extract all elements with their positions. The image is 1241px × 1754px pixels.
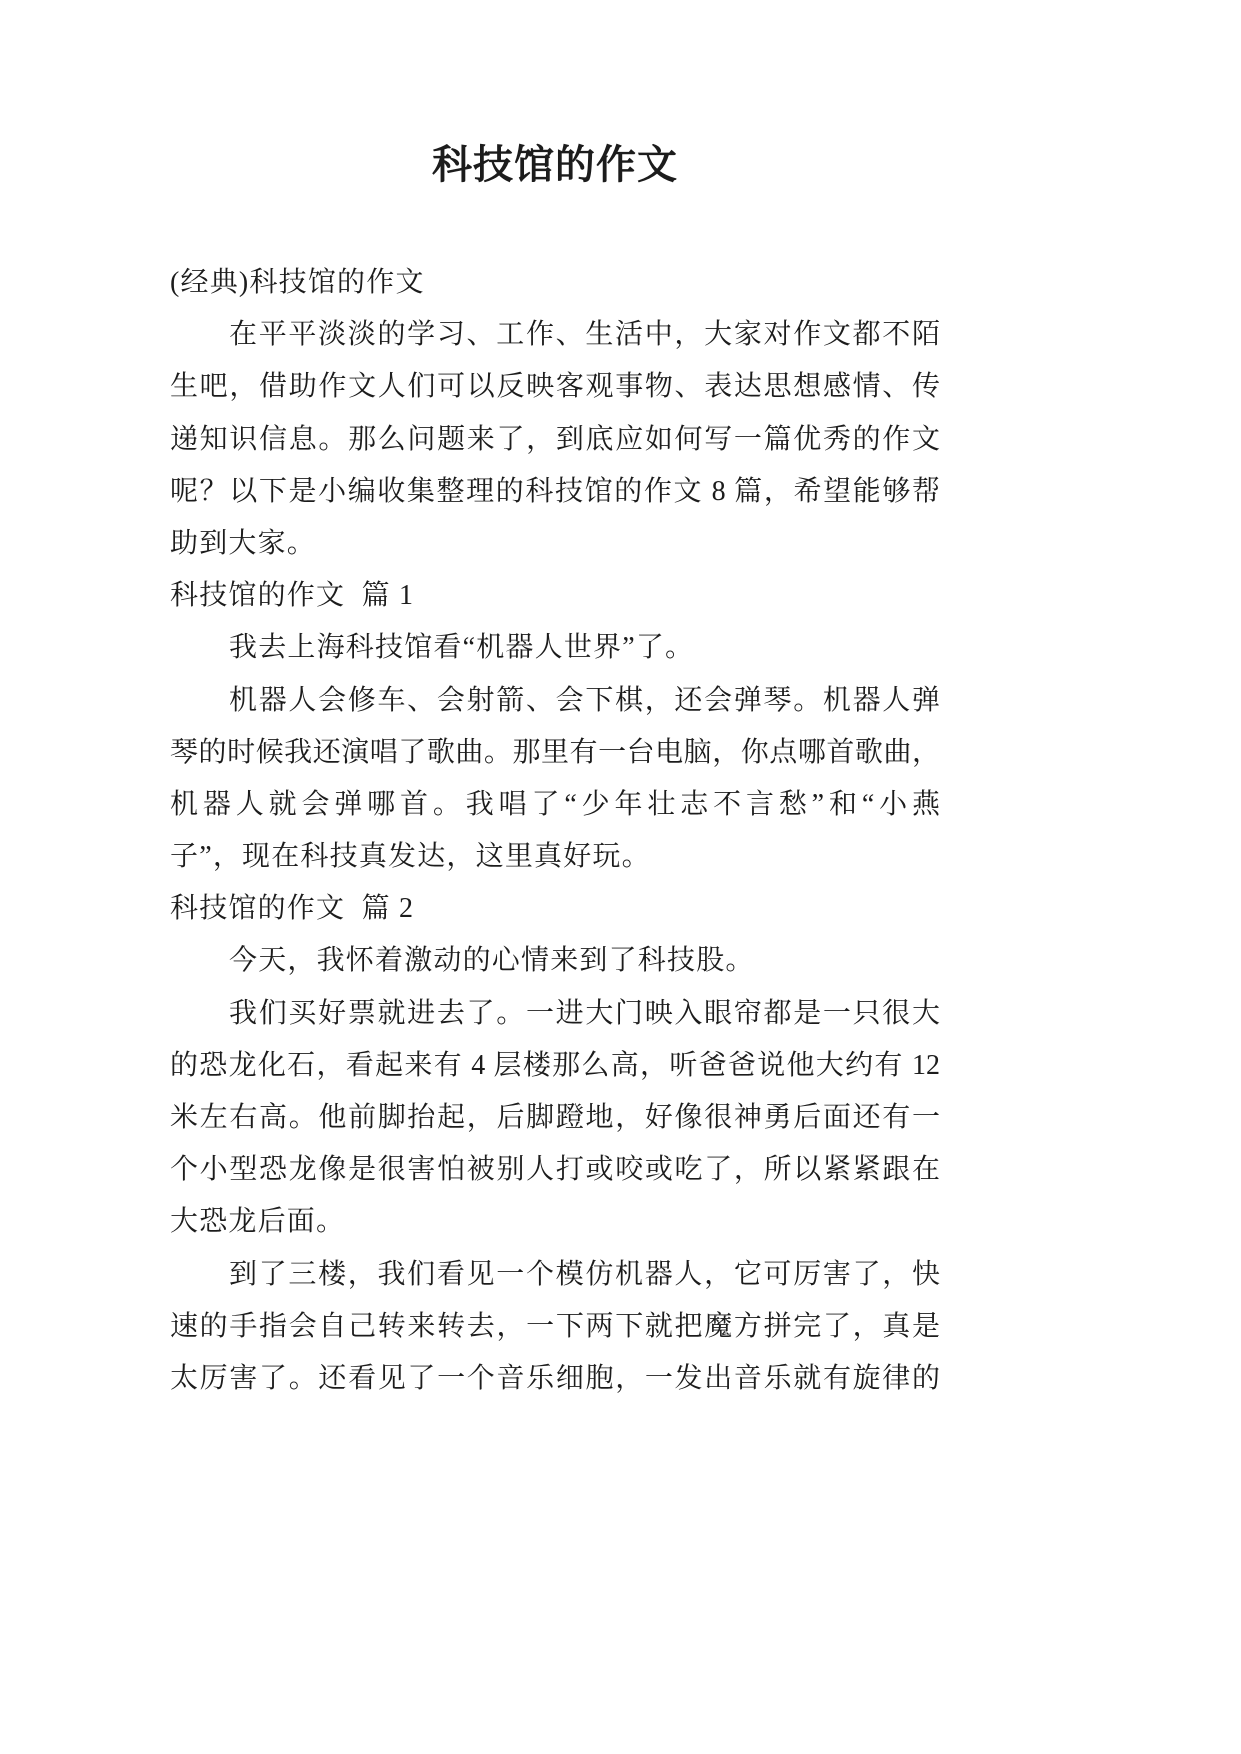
paragraph-line: 琴的时候我还演唱了歌曲。那里有一台电脑，你点哪首歌曲，	[170, 736, 940, 768]
paragraph-line: 速的手指会自己转来转去，一下两下就把魔方拼完了，真是	[170, 1310, 940, 1342]
section-1	[170, 570, 940, 883]
paragraph-line: 米左右高。他前脚抬起，后脚蹬地，好像很神勇后面还有一	[170, 1102, 940, 1133]
paragraph-line: 的恐龙化石，看起来有 4 层楼那么高，听爸爸说他大约有 12	[170, 1049, 940, 1081]
intro-paragraph	[170, 309, 940, 570]
section-paragraph	[170, 988, 940, 1249]
paragraph-line: 呢？以下是小编收集整理的科技馆的作文 8 篇，希望能够帮	[170, 475, 940, 507]
paragraph-line: 生吧，借助作文人们可以反映客观事物、表达思想感情、传	[170, 371, 940, 403]
paragraph-line: 在平平淡淡的学习、工作、生活中，大家对作文都不陌	[229, 319, 940, 351]
paragraph-line: 机器人会修车、会射箭、会下棋，还会弹琴。机器人弹	[229, 684, 940, 716]
paragraph-line: 我们买好票就进去了。一进大门映入眼帘都是一只很大	[229, 997, 940, 1029]
paragraph-line: 助到大家。	[170, 527, 317, 559]
document-body	[170, 257, 940, 1405]
paragraph-line: 机器人就会弹哪首。我唱了“少年壮志不言愁”和“小燕	[170, 788, 940, 820]
paragraph-line: 递知识信息。那么问题来了，到底应如何写一篇优秀的作文	[170, 423, 940, 455]
section-heading: 科技馆的作文 篇 2	[170, 893, 415, 925]
paragraph-line: 个小型恐龙像是很害怕被别人打或咬或吃了，所以紧紧跟在	[170, 1154, 940, 1186]
section-paragraph	[170, 622, 940, 674]
section-paragraph	[170, 675, 940, 884]
section-paragraph	[170, 935, 940, 987]
section-paragraph	[170, 1249, 940, 1406]
section-heading: 科技馆的作文 篇 1	[170, 580, 415, 612]
paragraph-line: 子”，现在科技真发达，这里真好玩。	[170, 841, 651, 873]
paragraph-line: 大恐龙后面。	[170, 1206, 346, 1238]
paragraph-line: 到了三楼，我们看见一个模仿机器人，它可厉害了，快	[229, 1258, 940, 1290]
paragraph-line: 太厉害了。还看见了一个音乐细胞，一发出音乐就有旋律的	[170, 1362, 940, 1394]
paragraph-line: 今天，我怀着激动的心情来到了科技股。	[229, 945, 755, 977]
section-2	[170, 883, 940, 1405]
document-subtitle: (经典)科技馆的作文	[170, 267, 425, 298]
paragraph-line: 我去上海科技馆看“机器人世界”了。	[229, 632, 695, 664]
page-title: 科技馆的作文	[432, 142, 678, 187]
